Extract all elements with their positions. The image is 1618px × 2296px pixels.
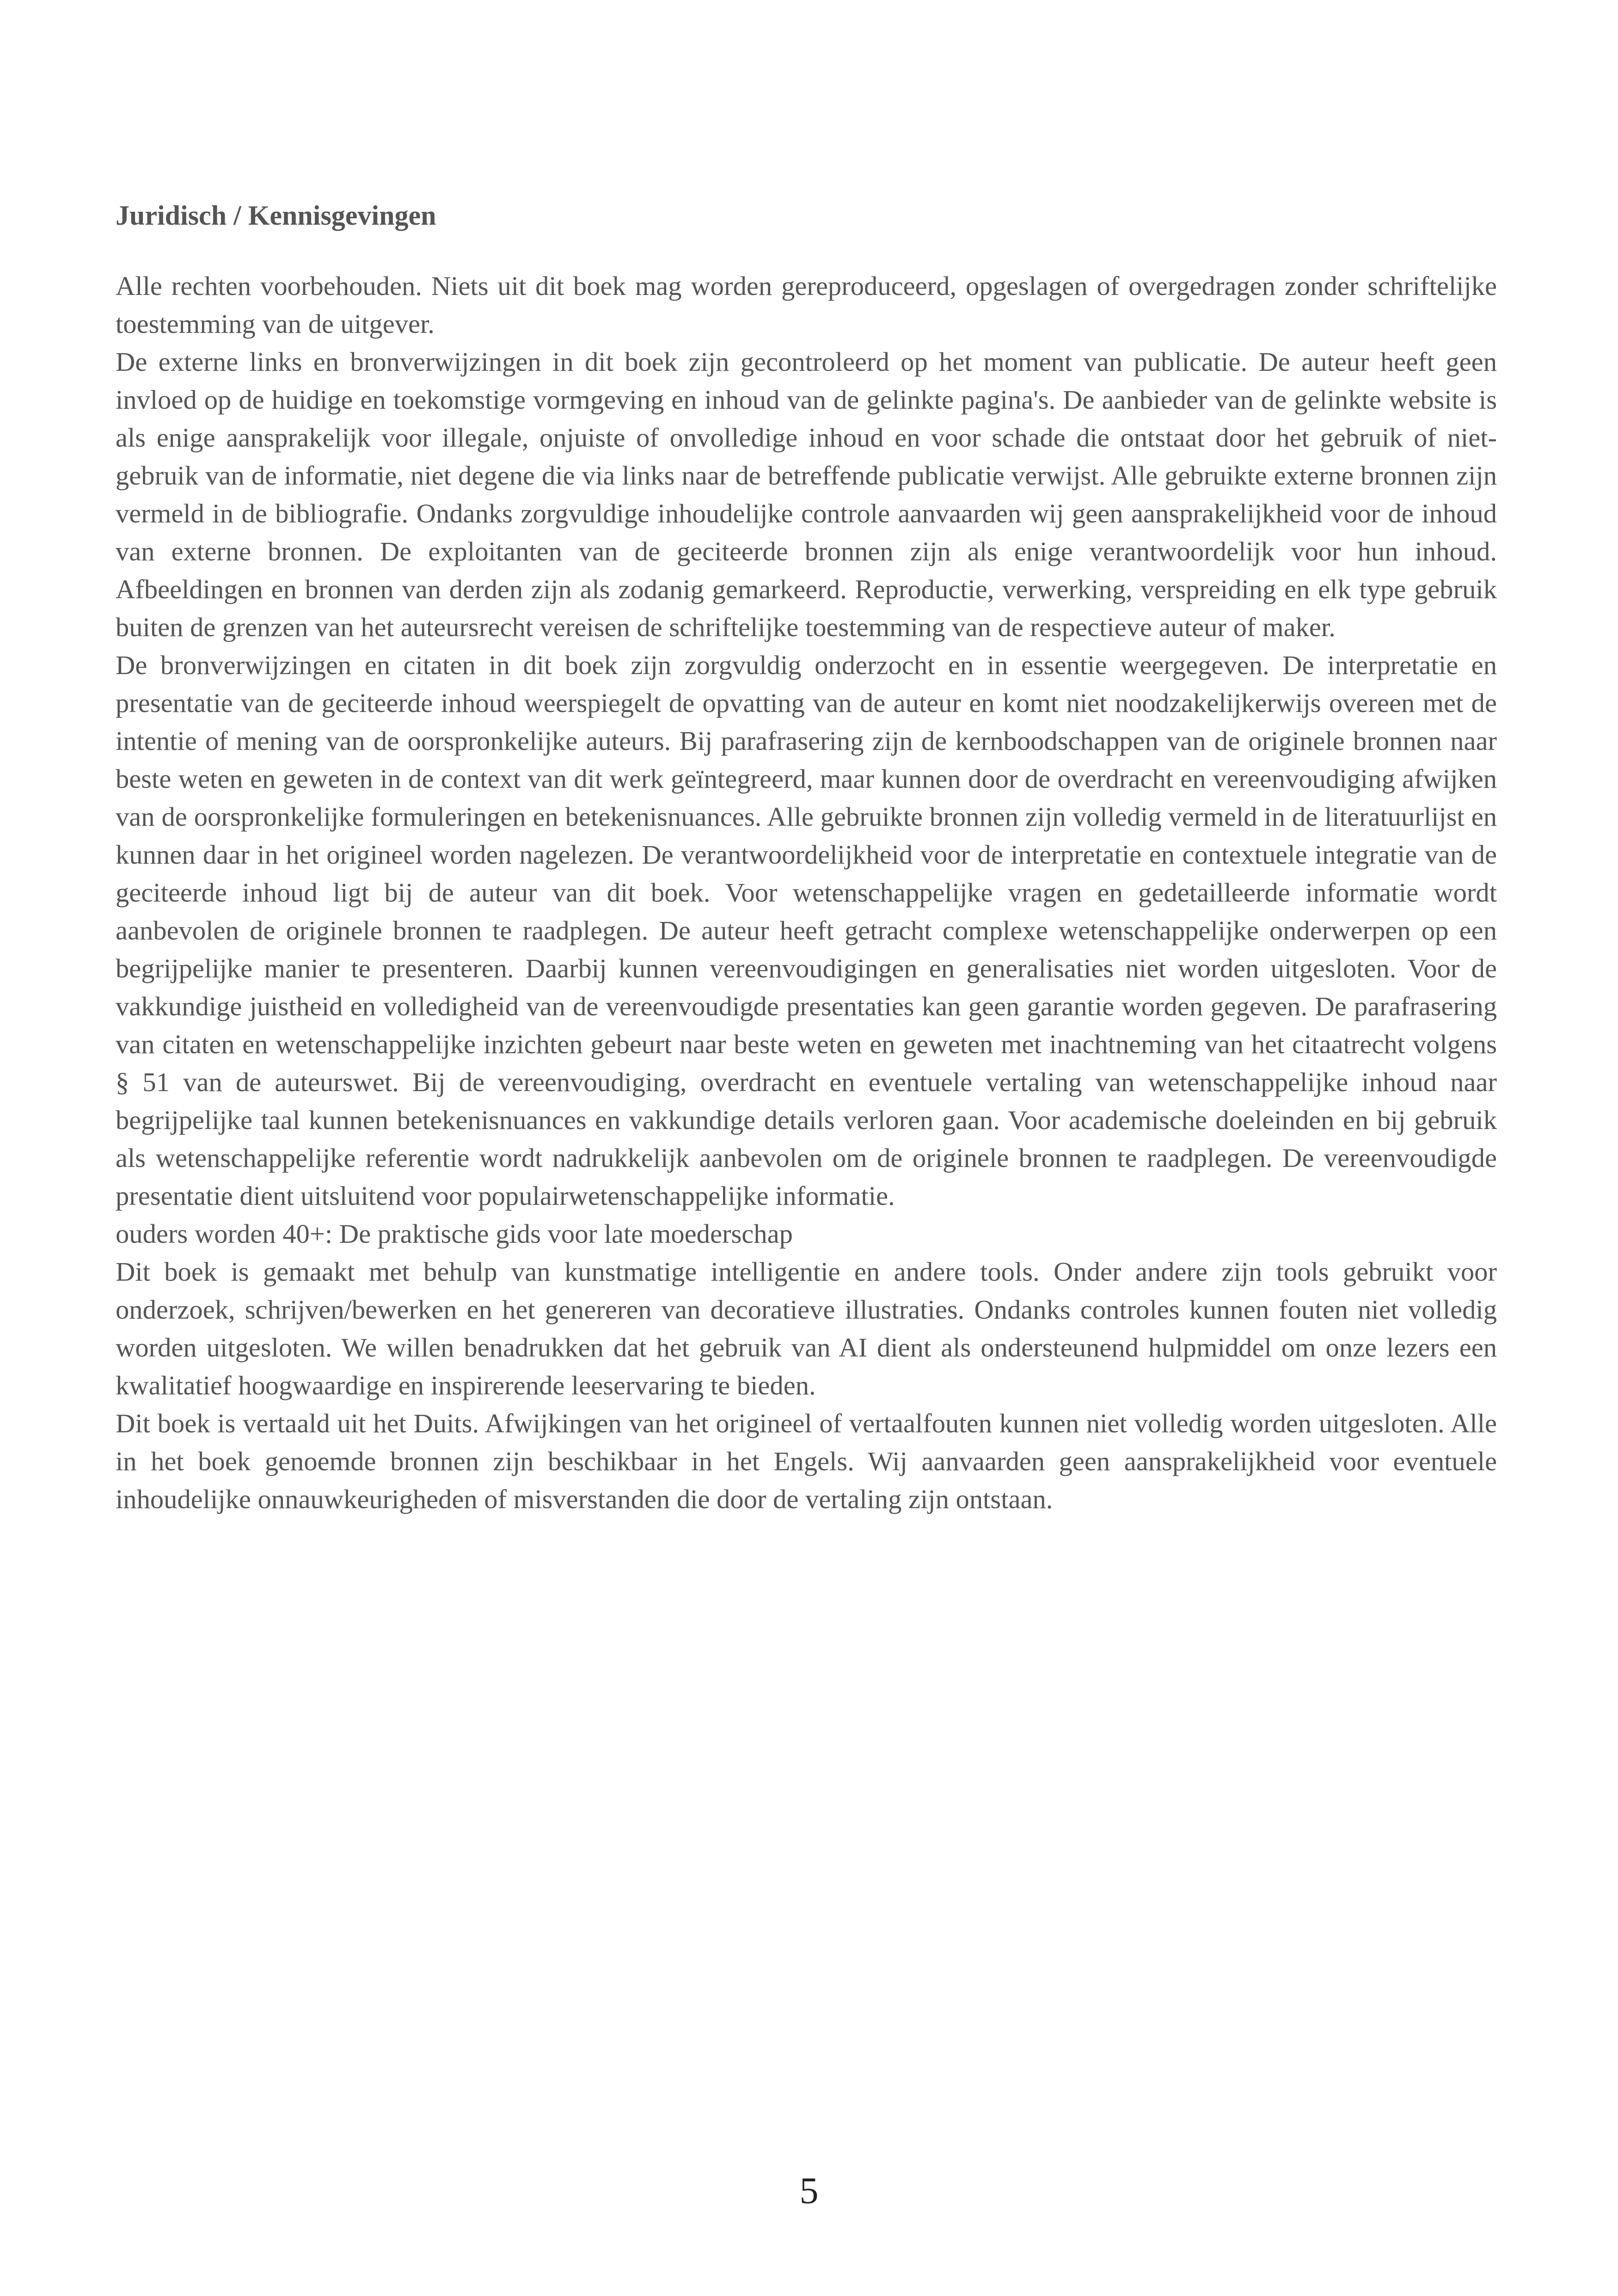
paragraph-book-title: ouders worden 40+: De praktische gids voor late moederschap bbox=[116, 1219, 793, 1249]
page-number: 5 bbox=[799, 2169, 819, 2211]
page-content bbox=[116, 196, 1497, 1518]
paragraph-external-links: De externe links en bronverwijzingen in dit boek zijn gecontroleerd op het moment van publicatie. De auteur heeft geen invloed op de huidige en toekomstige vormgeving en inhoud van de gelinkte pagina's. De aanbieder van de gelinkte website is als enige aansprakelijk voor illegale, onjuiste of onvolledige inhoud en voor schade die ontstaat door het gebruik of niet-gebruik van de informatie, niet degene die via links naar de betreffende publicatie verwijst. Alle gebruikte externe bronnen zijn vermeld in de bibliografie. Ondanks zorgvuldige inhoudelijke controle aanvaarden wij geen aansprakelijkheid voor de inhoud van externe bronnen. De exploitanten van de geciteerde bronnen zijn als enige verantwoordelijk voor hun inhoud. Afbeeldingen en bronnen van derden zijn als zodanig gemarkeerd. Reproductie, verwerking, verspreiding en elk type gebruik buiten de grenzen van het auteursrecht vereisen de schriftelijke toestemming van de respectieve auteur of maker. bbox=[116, 347, 1497, 642]
paragraph-translation-notice: Dit boek is vertaald uit het Duits. Afwijkingen van het origineel of vertaalfouten kunnen niet volledig worden uitgesloten. Alle in het boek genoemde bronnen zijn beschikbaar in het Engels. Wij aanvaarden geen aansprakelijkheid voor eventuele inhoudelijke onnauwkeurigheden of misverstanden die door de vertaling zijn ontstaan. bbox=[116, 1408, 1497, 1514]
page-heading: Juridisch / Kennisgevingen bbox=[116, 200, 436, 231]
paragraph-citations: De bronverwijzingen en citaten in dit boek zijn zorgvuldig onderzocht en in essentie weergegeven. De interpretatie en presentatie van de geciteerde inhoud weerspiegelt de opvatting van de auteur en komt niet noodzakelijkerwijs overeen met de intentie of mening van de oorspronkelijke auteurs. Bij parafrasering zijn de kernboodschappen van de originele bronnen naar beste weten en geweten in de context van dit werk geïntegreerd, maar kunnen door de overdracht en vereenvoudiging afwijken van de oorspronkelijke formuleringen en betekenisnuances. Alle gebruikte bronnen zijn volledig vermeld in de literatuurlijst en kunnen daar in het origineel worden nagelezen. De verantwoordelijkheid voor de interpretatie en contextuele integratie van de geciteerde inhoud ligt bij de auteur van dit boek. Voor wetenschappelijke vragen en gedetailleerde informatie wordt aanbevolen de originele bronnen te raadplegen. De auteur heeft getracht complexe wetenschappelijke onderwerpen op een begrijpelijke manier te presenteren. Daarbij kunnen vereenvoudigingen en generalisaties niet worden uitgesloten. Voor de vakkundige juistheid en volledigheid van de vereenvoudigde presentaties kan geen garantie worden gegeven. De parafrasering van citaten en wetenschappelijke inzichten gebeurt naar beste weten en geweten met inachtneming van het citaatrecht volgens § 51 van de auteurswet. Bij de vereenvoudiging, overdracht en eventuele vertaling van wetenschappelijke inhoud naar begrijpelijke taal kunnen betekenisnuances en vakkundige details verloren gaan. Voor academische doeleinden en bij gebruik als wetenschappelijke referentie wordt nadrukkelijk aanbevolen om de originele bronnen te raadplegen. De vereenvoudigde presentatie dient uitsluitend voor populairwetenschappelijke informatie. bbox=[116, 650, 1497, 1211]
paragraph-ai-notice: Dit boek is gemaakt met behulp van kunstmatige intelligentie en andere tools. Onder andere zijn tools gebruikt voor onderzoek, schrijven/bewerken en het genereren van decoratieve illustraties. Ondanks controles kunnen fouten niet volledig worden uitgesloten. We willen benadrukken dat het gebruik van AI dient als ondersteunend hulpmiddel om onze lezers een kwalitatief hoogwaardige en inspirerende leeservaring te bieden. bbox=[116, 1257, 1497, 1400]
paragraph-copyright: Alle rechten voorbehouden. Niets uit dit boek mag worden gereproduceerd, opgeslagen of overgedragen zonder schriftelijke toestemming van de uitgever. bbox=[116, 271, 1497, 339]
